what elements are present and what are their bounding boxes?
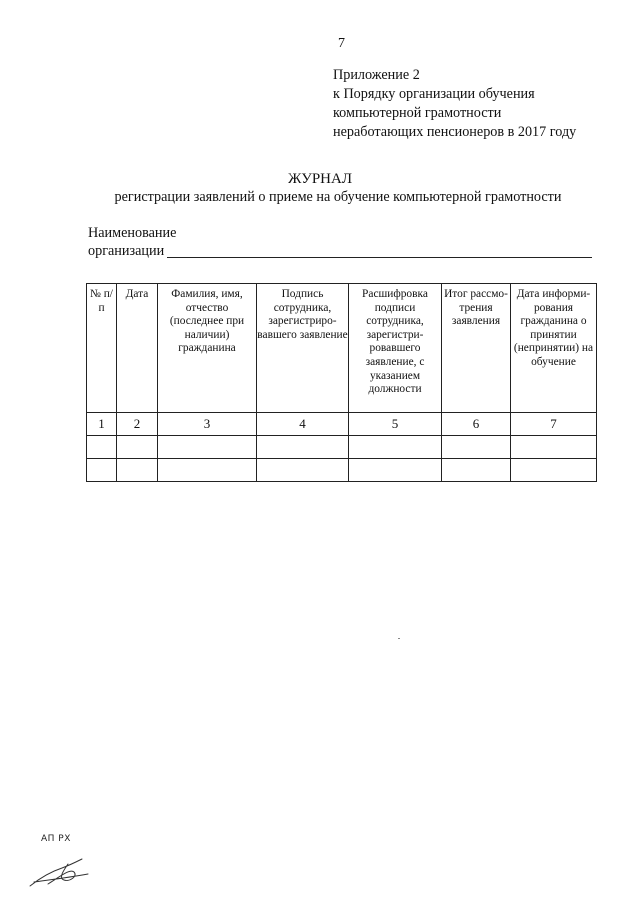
table-row xyxy=(87,436,597,459)
table-cell xyxy=(511,436,597,459)
header-cell-notification-date: Дата информи-рования гражданина о принятии (непринятии) на обучение xyxy=(511,284,597,413)
appendix-line: компьютерной грамотности xyxy=(333,105,502,121)
table-cell xyxy=(87,459,117,482)
scan-speck xyxy=(398,638,400,639)
appendix-block xyxy=(333,66,576,142)
column-number-cell: 5 xyxy=(349,413,442,436)
column-number-cell: 6 xyxy=(442,413,511,436)
table-cell xyxy=(257,436,349,459)
table-cell xyxy=(257,459,349,482)
header-cell-full-name: Фамилия, имя, отчество (последнее при наличии) гражданина xyxy=(158,284,257,413)
table-cell xyxy=(349,436,442,459)
header-cell-date: Дата xyxy=(117,284,158,413)
stamp-text: АП РХ xyxy=(41,834,71,844)
appendix-line: Приложение 2 xyxy=(333,67,420,83)
table-cell xyxy=(117,436,158,459)
table-row xyxy=(87,459,597,482)
header-cell-signature: Подпись сотрудника, зарегистриро-вавшего заявление xyxy=(257,284,349,413)
appendix-line: неработающих пенсионеров в 2017 году xyxy=(333,124,577,140)
handwritten-signature xyxy=(28,856,92,892)
appendix-line: к Порядку организации обучения xyxy=(333,86,535,102)
column-number-cell: 4 xyxy=(257,413,349,436)
table-number-row xyxy=(87,413,597,436)
document-subtitle: регистрации заявлений о приеме на обучение компьютерной грамотности xyxy=(114,189,562,205)
table-cell xyxy=(511,459,597,482)
organization-name-line xyxy=(167,257,592,258)
table-cell xyxy=(87,436,117,459)
column-number-cell: 1 xyxy=(87,413,117,436)
table-cell xyxy=(442,459,511,482)
table-cell xyxy=(117,459,158,482)
header-cell-number: № п/п xyxy=(87,284,117,413)
table-cell xyxy=(158,459,257,482)
header-cell-result: Итог рассмо-трения заявления xyxy=(442,284,511,413)
page-number: 7 xyxy=(338,36,345,51)
table-cell xyxy=(442,436,511,459)
document-title: ЖУРНАЛ xyxy=(287,171,353,187)
header-cell-signature-decoding: Расшифровка подписи сотрудника, зарегистри-ровавшего заявление, с указанием должности xyxy=(349,284,442,413)
table-cell xyxy=(349,459,442,482)
column-number-cell: 7 xyxy=(511,413,597,436)
column-number-cell: 3 xyxy=(158,413,257,436)
column-number-cell: 2 xyxy=(117,413,158,436)
table-header-row xyxy=(87,284,597,413)
journal-table xyxy=(86,283,597,482)
organization-label xyxy=(88,224,176,260)
organization-label-line1: Наименование xyxy=(88,225,177,241)
organization-label-line2: организации xyxy=(88,243,165,259)
table-cell xyxy=(158,436,257,459)
